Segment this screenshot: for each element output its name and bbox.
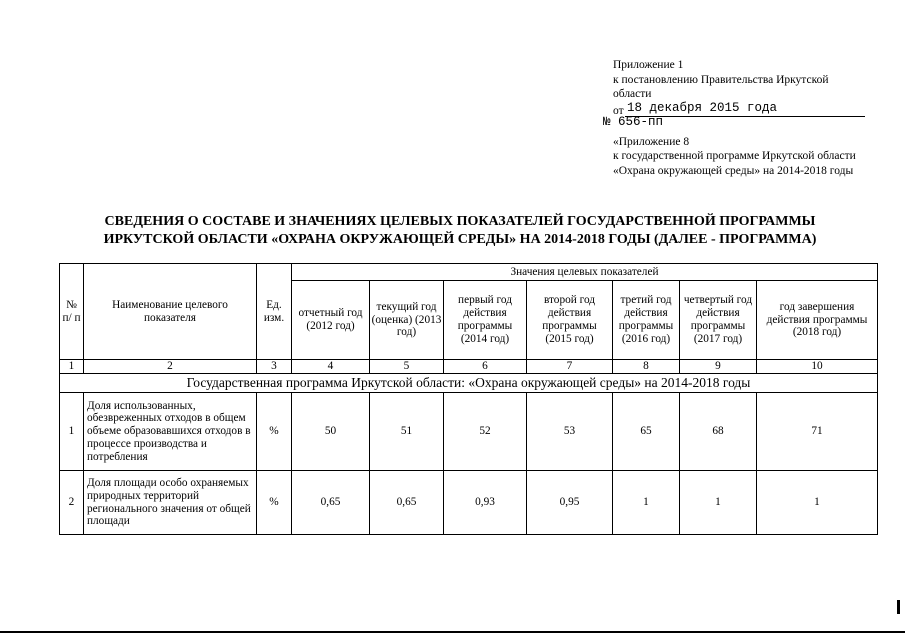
appendix8-title: «Приложение 8 (613, 135, 690, 148)
table-row (60, 393, 878, 471)
value-2014: 0,93 (444, 471, 527, 535)
row-number: 2 (60, 471, 84, 535)
col-number: 10 (757, 360, 878, 374)
value-2017: 68 (680, 393, 757, 471)
value-2016: 65 (613, 393, 680, 471)
header-col-2016: третий год действия программы (2016 год) (613, 281, 680, 360)
appendix8-program: к государственной программе Иркутской области «Охрана окружающей среды» на 2014-2018 годы (613, 150, 856, 177)
header-col-2018: год завершения действия программы (2018 год) (757, 281, 878, 360)
indicator-unit: % (257, 393, 292, 471)
header-num: № п/ п (60, 264, 84, 360)
col-number: 8 (613, 360, 680, 374)
header-col-2012: отчетный год (2012 год) (292, 281, 370, 360)
group-row (60, 374, 878, 393)
value-2012: 0,65 (292, 471, 370, 535)
page-bottom-edge (0, 631, 905, 633)
header-col-2017: четвертый год действия программы (2017 год) (680, 281, 757, 360)
header-values-group: Значения целевых показателей (292, 264, 878, 281)
col-number: 6 (444, 360, 527, 374)
column-numbers-row (60, 360, 878, 374)
title-line-1: СВЕДЕНИЯ О СОСТАВЕ И ЗНАЧЕНИЯХ ЦЕЛЕВЫХ ПОКАЗАТЕЛЕЙ ГОСУДАРСТВЕННОЙ ПРОГРАММЫ (104, 214, 816, 229)
indicator-name: Доля использованных, обезвреженных отходов в общем объеме образовавшихся отходов в процессе производства и потребления (84, 393, 257, 471)
col-number: 4 (292, 360, 370, 374)
col-number: 1 (60, 360, 84, 374)
appendix-block (603, 58, 863, 179)
header-col-2013: текущий год (оценка) (2013 год) (370, 281, 444, 360)
value-2014: 52 (444, 393, 527, 471)
col-number: 7 (527, 360, 613, 374)
header-row-1 (60, 264, 878, 281)
table-row (60, 471, 878, 535)
resolution-number: № 656-пп (603, 114, 664, 129)
col-number: 3 (257, 360, 292, 374)
indicator-name: Доля площади особо охраняемых природных территорий регионального значения от общей площади (84, 471, 257, 535)
row-number: 1 (60, 393, 84, 471)
document-title (40, 213, 880, 249)
scan-mark (897, 600, 900, 614)
value-2017: 1 (680, 471, 757, 535)
header-col-2015: второй год действия программы (2015 год) (527, 281, 613, 360)
indicator-unit: % (257, 471, 292, 535)
header-col-2014: первый год действия программы (2014 год) (444, 281, 527, 360)
value-2013: 51 (370, 393, 444, 471)
resolution-date: 18 декабря 2015 года (627, 100, 778, 115)
appendix-resolution: к постановлению Правительства Иркутской области (613, 73, 829, 101)
value-2015: 53 (527, 393, 613, 471)
col-number: 2 (84, 360, 257, 374)
value-2018: 1 (757, 471, 878, 535)
date-prefix: от (613, 104, 624, 117)
title-line-2: ИРКУТСКОЙ ОБЛАСТИ «ОХРАНА ОКРУЖАЮЩЕЙ СРЕДЫ» НА 2014-2018 ГОДЫ (ДАЛЕЕ - ПРОГРАММА) (103, 232, 817, 247)
appendix-number-line (603, 114, 863, 133)
appendix-number: Приложение 1 (613, 59, 684, 71)
value-2016: 1 (613, 471, 680, 535)
col-number: 5 (370, 360, 444, 374)
col-number: 9 (680, 360, 757, 374)
program-group-title: Государственная программа Иркутской области: «Охрана окружающей среды» на 2014-2018 годы (60, 374, 878, 393)
indicators-table (59, 263, 878, 535)
value-2013: 0,65 (370, 471, 444, 535)
value-2018: 71 (757, 393, 878, 471)
value-2012: 50 (292, 393, 370, 471)
header-name: Наименование целевого показателя (84, 264, 257, 360)
value-2015: 0,95 (527, 471, 613, 535)
header-unit: Ед. изм. (257, 264, 292, 360)
